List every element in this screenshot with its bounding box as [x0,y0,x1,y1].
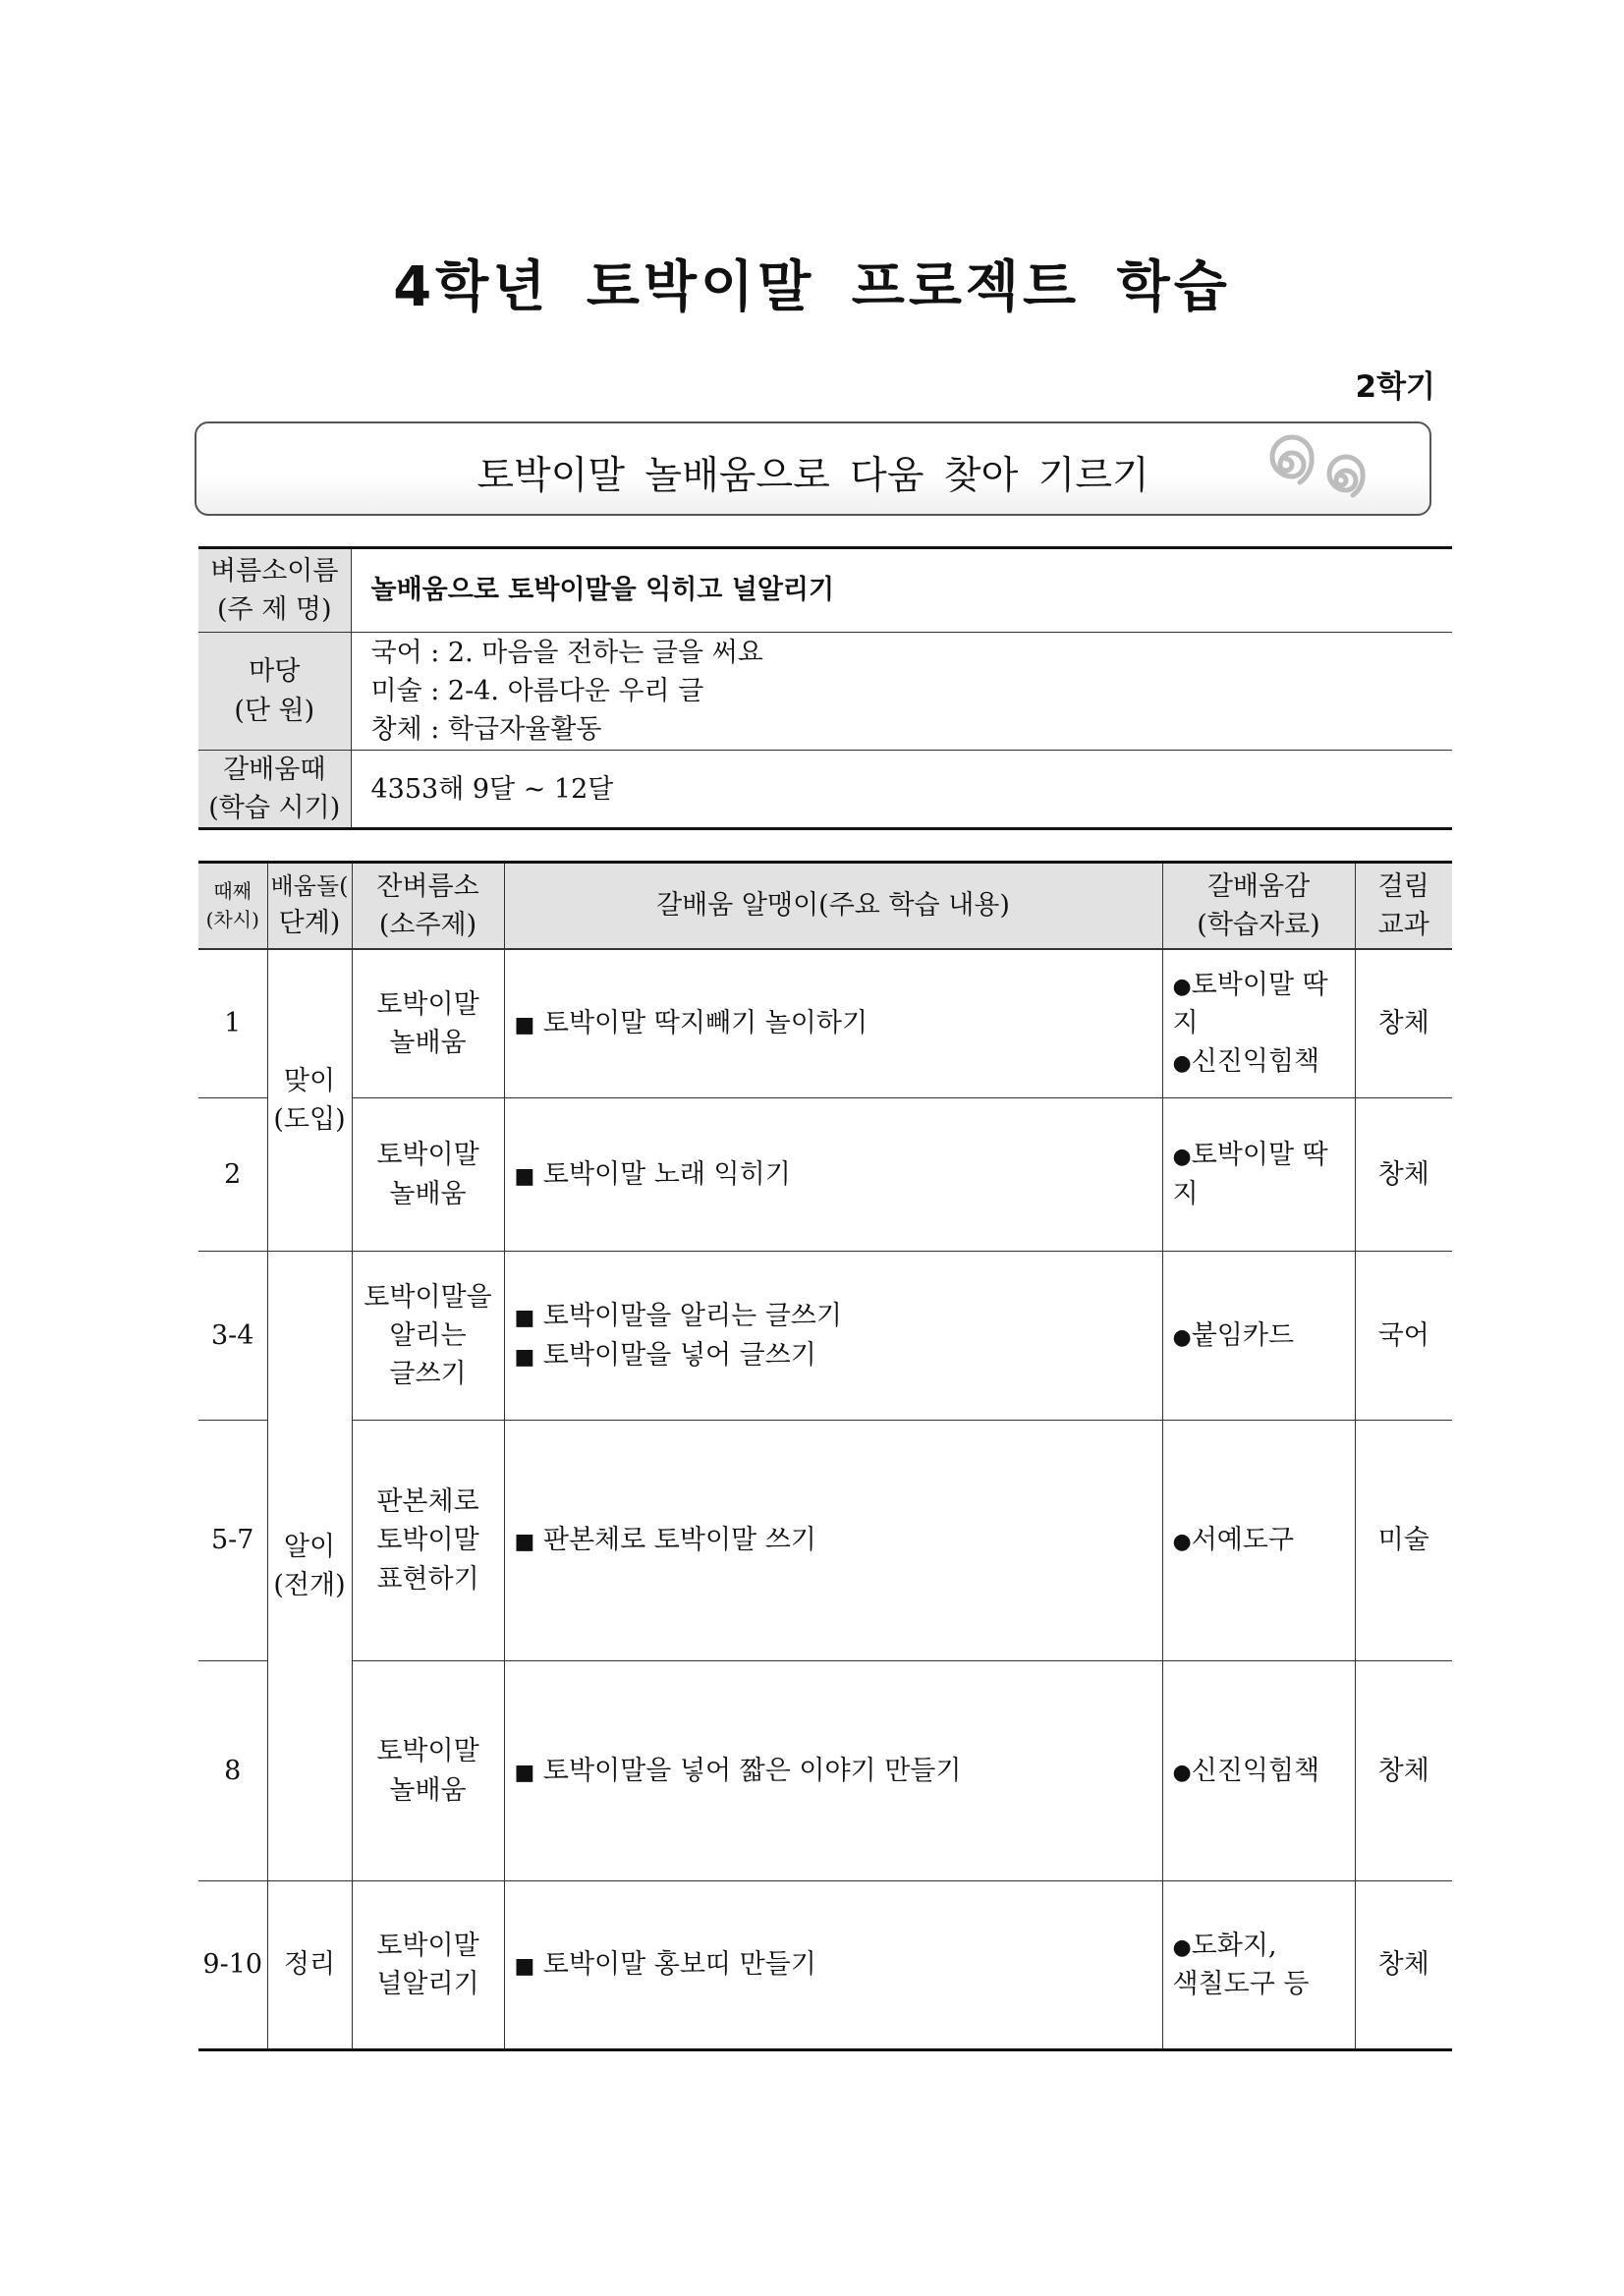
stage-intro [267,949,352,1252]
period-value: 4353해 9달 ~ 12달 [351,751,1452,829]
header-session-line1: 때째 [213,878,252,903]
materials-cell [1162,1661,1355,1881]
stage-intro-line2: (도입) [273,1103,346,1135]
content-item [515,1297,1162,1335]
header-session-line2: (차시) [205,907,259,931]
bullet-dot-icon: ● [1172,1530,1192,1555]
material-item [1173,1752,1355,1790]
theme-banner [195,421,1431,516]
content-text: 토박이말 딱지빼기 놀이하기 [542,1008,868,1039]
content-cell [504,1252,1162,1421]
stage-intro-line1: 맞이 [283,1065,336,1096]
content-item [515,1004,1162,1042]
semester-label: 2학기 [1355,369,1435,405]
period-label-line1: 갈배움때 [223,755,326,785]
header-materials-line2: (학습자료) [1197,909,1320,940]
subject-cell: 창체 [1355,1661,1452,1881]
subtopic-cell [352,1881,504,2050]
content-item [515,1521,1162,1559]
content-text: 토박이말을 넣어 짧은 이야기 만들기 [542,1755,962,1786]
bullet-dot-icon: ● [1172,1051,1192,1077]
square-bullet-icon: ■ [514,1760,535,1785]
content-cell [504,949,1162,1098]
session-cell: 8 [198,1661,267,1881]
square-bullet-icon: ■ [514,1163,535,1189]
subtopic-cell [352,1661,504,1881]
subtopic-cell [352,949,504,1098]
header-session [198,863,267,949]
material-text: 신진익힘책 [1191,1755,1320,1786]
table-header-row [198,863,1452,949]
stage-develop [267,1252,352,1881]
session-cell: 3-4 [198,1252,267,1421]
materials-cell [1162,1098,1355,1252]
header-subtopic [352,863,504,949]
header-subject [1355,863,1452,949]
content-text: 토박이말을 넣어 글쓰기 [542,1339,816,1371]
table-row [198,1252,1452,1421]
subtopic-line: 놀배움 [389,1774,467,1806]
subtopic-line: 알리는 [389,1319,467,1351]
subtopic-line: 글쓰기 [389,1359,467,1390]
material-item [1173,1316,1355,1355]
content-cell [504,1661,1162,1881]
material-text: 붙임카드 [1191,1319,1295,1351]
content-item [515,1752,1162,1790]
header-stage-line2: 단계) [278,907,341,938]
subtopic-line: 토박이말 [376,988,479,1020]
lesson-plan-table [198,861,1452,2051]
subtopic-line: 표현하기 [376,1563,479,1595]
subject-cell: 창체 [1355,1098,1452,1252]
material-text: 신진익힘책 [1191,1046,1320,1078]
bullet-dot-icon: ● [1172,975,1192,1000]
bullet-dot-icon: ● [1172,1934,1192,1960]
subject-cell: 창체 [1355,949,1452,1098]
subject-cell: 창체 [1355,1881,1452,2050]
subtopic-line: 토박이말을 [364,1281,492,1313]
subtopic-line: 토박이말 [376,1140,479,1171]
unit-art: 미술 : 2-4. 아름다운 우리 글 [370,675,704,706]
content-text: 토박이말 노래 익히기 [542,1158,791,1190]
content-item [515,1336,1162,1374]
header-materials [1162,863,1355,949]
material-text: 지 [1172,1008,1199,1039]
materials-cell [1162,1252,1355,1421]
square-bullet-icon: ■ [514,1344,535,1370]
square-bullet-icon: ■ [514,1954,535,1980]
header-subject-line1: 걸림 [1377,870,1429,902]
subtopic-line: 판본체로 [376,1486,479,1518]
topic-value: 놀배움으로 토박이말을 익히고 널알리기 [351,548,1452,633]
content-text: 판본체로 토박이말 쓰기 [542,1525,816,1556]
material-text: 토박이말 딱 [1191,1140,1328,1171]
materials-cell [1162,949,1355,1098]
topic-label [198,548,351,633]
subtopic-cell [352,1098,504,1252]
bullet-dot-icon: ● [1172,1145,1192,1170]
content-text: 토박이말 홍보띠 만들기 [542,1949,816,1981]
stage-develop-line1: 알이 [283,1531,336,1562]
unit-label-line1: 마당 [249,656,301,688]
subtopic-cell [352,1252,504,1421]
subtopic-line: 토박이말 [376,1736,479,1767]
stage-wrap: 정리 [267,1881,352,2050]
material-item [1173,1521,1355,1559]
square-bullet-icon: ■ [514,1530,535,1555]
subtopic-cell [352,1421,504,1661]
session-cell: 2 [198,1098,267,1252]
header-subtopic-line2: (소주제) [378,909,477,940]
unit-label [198,633,351,751]
header-stage-line1: 배움돌( [270,871,349,900]
subtopic-line: 토박이말 [376,1525,479,1556]
bullet-dot-icon: ● [1172,1324,1192,1350]
content-text: 토박이말을 알리는 글쓰기 [542,1301,842,1332]
material-text: 서예도구 [1191,1525,1295,1556]
subject-cell: 미술 [1355,1421,1452,1661]
header-subject-line2: 교과 [1377,909,1429,940]
content-cell [504,1421,1162,1661]
material-item [1173,1136,1355,1174]
table-row [198,1661,1452,1881]
subject-cell: 국어 [1355,1252,1452,1421]
banner-title: 토박이말 놀배움으로 다움 찾아 기르기 [476,454,1149,498]
content-item [515,1945,1162,1984]
material-text: 도화지, [1191,1930,1277,1961]
session-cell: 1 [198,949,267,1098]
subtopic-line: 토박이말 [376,1930,479,1961]
period-label [198,751,351,829]
bullet-dot-icon: ● [1172,1760,1192,1785]
subtopic-line: 놀배움 [389,1178,467,1209]
square-bullet-icon: ■ [514,1306,535,1331]
unit-korean: 국어 : 2. 마음을 전하는 글을 써요 [370,637,763,668]
project-info-table [198,546,1452,830]
subtopic-line: 널알리기 [376,1969,479,1999]
square-bullet-icon: ■ [514,1013,535,1038]
subtopic-line: 놀배움 [389,1027,467,1058]
material-item [1173,966,1355,1004]
table-row [198,1098,1452,1252]
swirl-decoration-icon [1247,425,1394,516]
topic-label-line2: (주 제 명) [217,594,332,625]
materials-cell [1162,1881,1355,2050]
table-row [198,949,1452,1098]
header-subtopic-line1: 잔벼름소 [376,870,479,902]
unit-label-line2: (단 원) [234,695,315,726]
table-row [198,1421,1452,1661]
material-item [1173,1042,1355,1081]
material-text: 색칠도구 등 [1172,1969,1310,1999]
unit-activity: 창체 : 학급자율활동 [370,714,602,746]
topic-label-line1: 벼름소이름 [210,555,339,587]
header-content: 갈배움 알맹이(주요 학습 내용) [504,863,1162,949]
session-cell: 9-10 [198,1881,267,2050]
content-cell [504,1098,1162,1252]
content-cell [504,1881,1162,2050]
materials-cell [1162,1421,1355,1661]
stage-develop-line2: (전개) [273,1570,346,1600]
header-stage [267,863,352,949]
unit-value [351,633,1452,751]
header-materials-line1: 갈배움감 [1206,870,1311,902]
material-text: 토박이말 딱 [1191,970,1328,1001]
period-label-line2: (학습 시기) [208,793,341,824]
session-cell: 5-7 [198,1421,267,1661]
material-text: 지 [1172,1178,1199,1209]
document-title: 4학년 토박이말 프로젝트 학습 [393,255,1231,319]
table-row [198,1881,1452,2050]
content-item [515,1155,1162,1194]
material-item [1173,1927,1355,1965]
